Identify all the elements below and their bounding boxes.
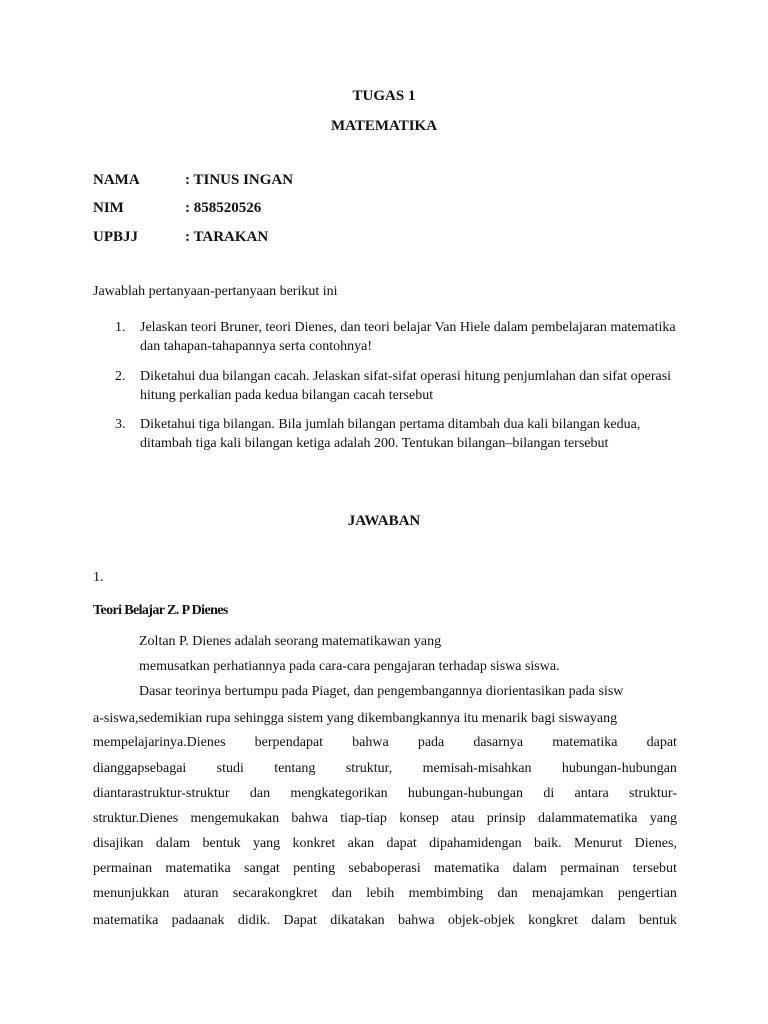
answer-line: struktur.Dienes mengemukakan bahwa tiap-tiap konsep atau prinsip dalammatematika yang xyxy=(93,811,677,826)
answer-line: Zoltan P. Dienes adalah seorang matematikawan yang xyxy=(139,634,442,649)
answer-line: disajikan dalam bentuk yang konkret akan dapat dipahamidengan baik. Menurut Dienes, xyxy=(93,836,677,851)
answer-line: matematika padaanak didik. Dapat dikatakan bahwa objek-objek kongkret dalam bentuk xyxy=(93,913,677,928)
answer-line: dianggapsebagai studi tentang struktur, memisah-misahkan hubungan-hubungan xyxy=(93,761,677,776)
question-text: Diketahui tiga bilangan. Bila jumlah bilangan pertama ditambah dua kali bilangan kedua, ditambah tiga kali bilangan ketiga adalah 200. Tentukan bilangan–bilangan tersebut xyxy=(140,417,641,451)
answer-line: permainan matematika sangat penting sebaboperasi matematika dalam permainan tersebut xyxy=(93,861,677,876)
answer-line: a-siswa,sedemikian rupa sehingga sistem yang dikembangkannya itu menarik bagi siswayang xyxy=(93,711,618,726)
document-subject: MATEMATIKA xyxy=(330,118,438,134)
info-row-upbjj xyxy=(93,229,268,246)
info-row-nim xyxy=(93,200,261,217)
info-label: UPBJJ xyxy=(93,229,138,245)
question-number: 1. xyxy=(115,320,126,335)
answer-line: memusatkan perhatiannya pada cara-cara pengajaran terhadap siswa siswa. xyxy=(139,659,560,674)
question-item xyxy=(115,415,685,453)
info-label: NIM xyxy=(93,200,124,216)
answer-subheading: Teori Belajar Z. P Dienes xyxy=(93,603,228,618)
info-value: : 858520526 xyxy=(185,200,262,216)
question-number: 3. xyxy=(115,417,126,432)
answer-heading: JAWABAN xyxy=(347,513,421,529)
answer-line: menunjukkan aturan secarakongkret dan lebih membimbing dan menajamkan pengertian xyxy=(93,886,677,901)
answer-line: diantarastruktur-struktur dan mengkategorikan hubungan-hubungan di antara struktur- xyxy=(93,786,677,801)
answer-number: 1. xyxy=(93,570,104,585)
answer-line: Dasar teorinya bertumpu pada Piaget, dan pengembangannya diorientasikan pada sisw xyxy=(139,684,624,699)
answer-line: mempelajarinya.Dienes berpendapat bahwa pada dasarnya matematika dapat xyxy=(93,735,677,750)
info-label: NAMA xyxy=(93,172,140,188)
info-row-nama xyxy=(93,172,293,189)
info-value: : TARAKAN xyxy=(185,229,269,245)
question-item xyxy=(115,318,685,356)
instruction-text: Jawablah pertanyaan-pertanyaan berikut ini xyxy=(93,284,338,299)
document-title: TUGAS 1 xyxy=(352,88,416,104)
question-number: 2. xyxy=(115,369,126,384)
question-text: Jelaskan teori Bruner, teori Dienes, dan teori belajar Van Hiele dalam pembelajaran matematika dan tahapan-tahapannya serta contohnya! xyxy=(140,320,676,354)
question-text: Diketahui dua bilangan cacah. Jelaskan sifat-sifat operasi hitung penjumlahan dan sifat operasi hitung perkalian pada kedua bilangan cacah tersebut xyxy=(140,369,672,403)
info-value: : TINUS INGAN xyxy=(185,172,294,188)
question-item xyxy=(115,367,685,405)
